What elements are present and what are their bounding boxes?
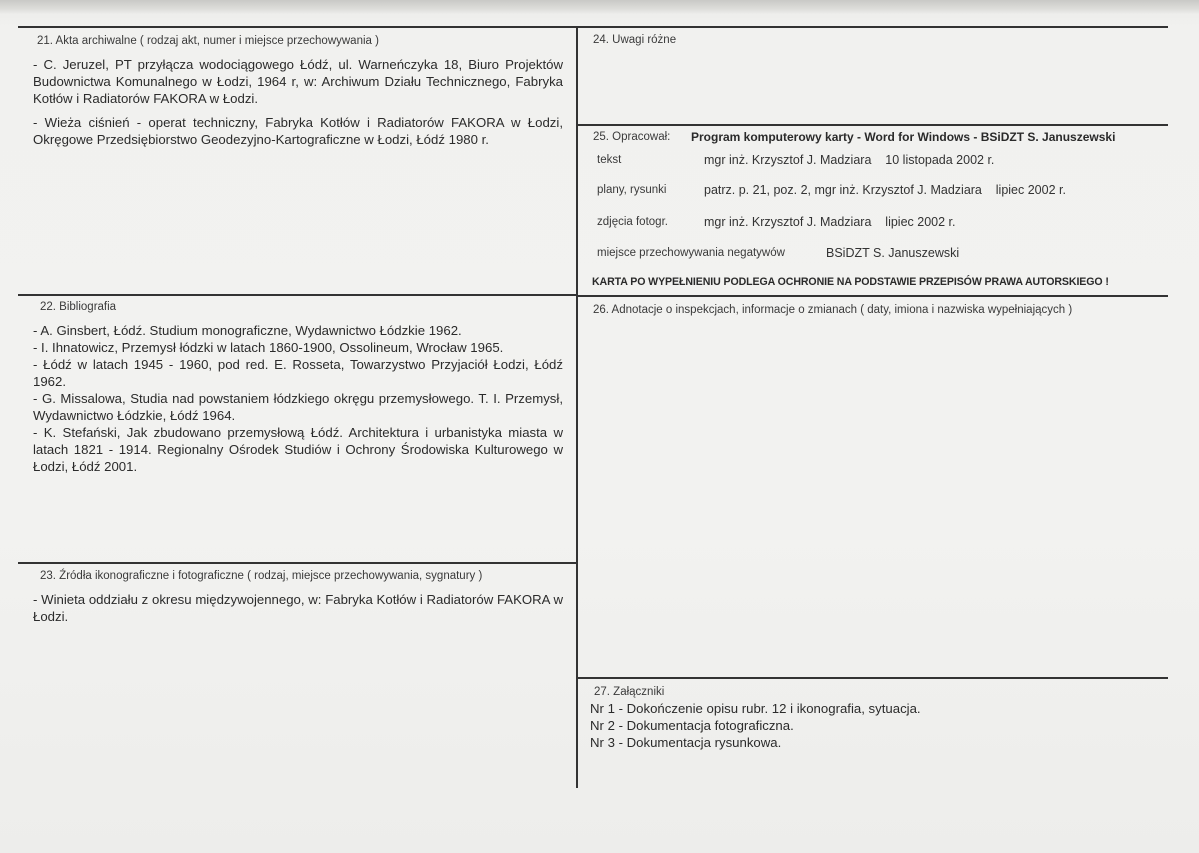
scan-edge — [0, 0, 1199, 14]
rule-right-27 — [577, 677, 1168, 679]
section-21-heading: 21. Akta archiwalne ( rodzaj akt, numer i miejsce przechowywania ) — [37, 35, 379, 47]
row-value-tekst: mgr inż. Krzysztof J. Madziara 10 listopada 2002 r. — [704, 153, 995, 167]
section-22-item-4: - G. Missalowa, Studia nad powstaniem łódzkiego okręgu przemysłowego. T. I. Przemysł, Wydawnictwo Łódzkie, Łódź 1964. — [33, 391, 563, 423]
program-label: Program komputerowy karty - Word for Windows - BSiDZT S. Januszewski — [691, 130, 1116, 144]
row-label-zdjecia: zdjęcia fotogr. — [597, 216, 668, 228]
section-21-item-1: - C. Jeruzel, PT przyłącza wodociągowego Łódź, ul. Warneńczyka 18, Biuro Projektów Budownictwa Komunalnego w Łodzi, 1964 r, w: Archiwum Działu Technicznego, Fabryka Kotłów i Radiatorów FAKORA w Łodzi. — [33, 57, 563, 106]
section-21-item-2: - Wieża ciśnień - operat techniczny, Fabryka Kotłów i Radiatorów FAKORA w Łodzi, Okręgowe Przedsiębiorstwo Geodezyjno-Kartograficzne w Łodzi, Łódź 1980 r. — [33, 115, 563, 147]
rule-right-25 — [577, 124, 1168, 126]
section-23-item-1: - Winieta oddziału z okresu międzywojennego, w: Fabryka Kotłów i Radiatorów FAKORA w Łodzi. — [33, 592, 563, 624]
rule-left-23 — [18, 562, 577, 564]
section-22-item-5: - K. Stefański, Jak zbudowano przemysłową Łódź. Architektura i urbanistyka miasta w latach 1821 - 1914. Regionalny Ośrodek Studiów i Ochrony Środowiska Kulturowego w Łodzi, Łódź 2001. — [33, 425, 563, 474]
section-22-heading: 22. Bibliografia — [40, 301, 117, 313]
section-25-heading: 25. Opracował: — [593, 131, 671, 143]
copyright-warning: KARTA PO WYPEŁNIENIU PODLEGA OCHRONIE NA PODSTAWIE PRZEPISÓW PRAWA AUTORSKIEGO ! — [592, 276, 1109, 288]
row-label-tekst: tekst — [597, 154, 622, 166]
section-26-heading: 26. Adnotacje o inspekcjach, informacje o zmianach ( daty, imiona i nazwiska wypełniających ) — [593, 304, 1073, 316]
section-22-item-2: - I. Ihnatowicz, Przemysł łódzki w latach 1860-1900, Ossolineum, Wrocław 1965. — [33, 340, 504, 355]
section-23-heading: 23. Źródła ikonograficzne i fotograficzne ( rodzaj, miejsce przechowywania, sygnatury ) — [40, 570, 483, 582]
section-22-item-1: - A. Ginsbert, Łódź. Studium monograficzne, Wydawnictwo Łódzkie 1962. — [33, 323, 462, 338]
section-24-heading: 24. Uwagi różne — [593, 34, 677, 46]
top-rule-left — [18, 26, 577, 28]
section-27-heading: 27. Załączniki — [594, 686, 665, 698]
row-label-plany: plany, rysunki — [597, 184, 667, 196]
top-rule-right — [577, 26, 1168, 28]
row-value-zdjecia: mgr inż. Krzysztof J. Madziara lipiec 2002 r. — [704, 215, 956, 229]
section-22-item-3: - Łódź w latach 1945 - 1960, pod red. E. Rosseta, Towarzystwo Przyjaciół Łodzi, Łódź 1962. — [33, 357, 563, 389]
attachment-3: Nr 3 - Dokumentacja rysunkowa. — [590, 735, 782, 750]
attachment-2: Nr 2 - Dokumentacja fotograficzna. — [590, 718, 794, 733]
negatives-value: BSiDZT S. Januszewski — [826, 246, 960, 260]
rule-left-22 — [18, 294, 577, 296]
rule-right-26 — [577, 295, 1168, 297]
row-value-plany: patrz. p. 21, poz. 2, mgr inż. Krzysztof J. Madziara lipiec 2002 r. — [704, 183, 1066, 197]
negatives-label: miejsce przechowywania negatywów — [597, 247, 785, 259]
attachment-1: Nr 1 - Dokończenie opisu rubr. 12 i ikonografia, sytuacja. — [590, 701, 921, 716]
vertical-divider — [576, 26, 578, 788]
